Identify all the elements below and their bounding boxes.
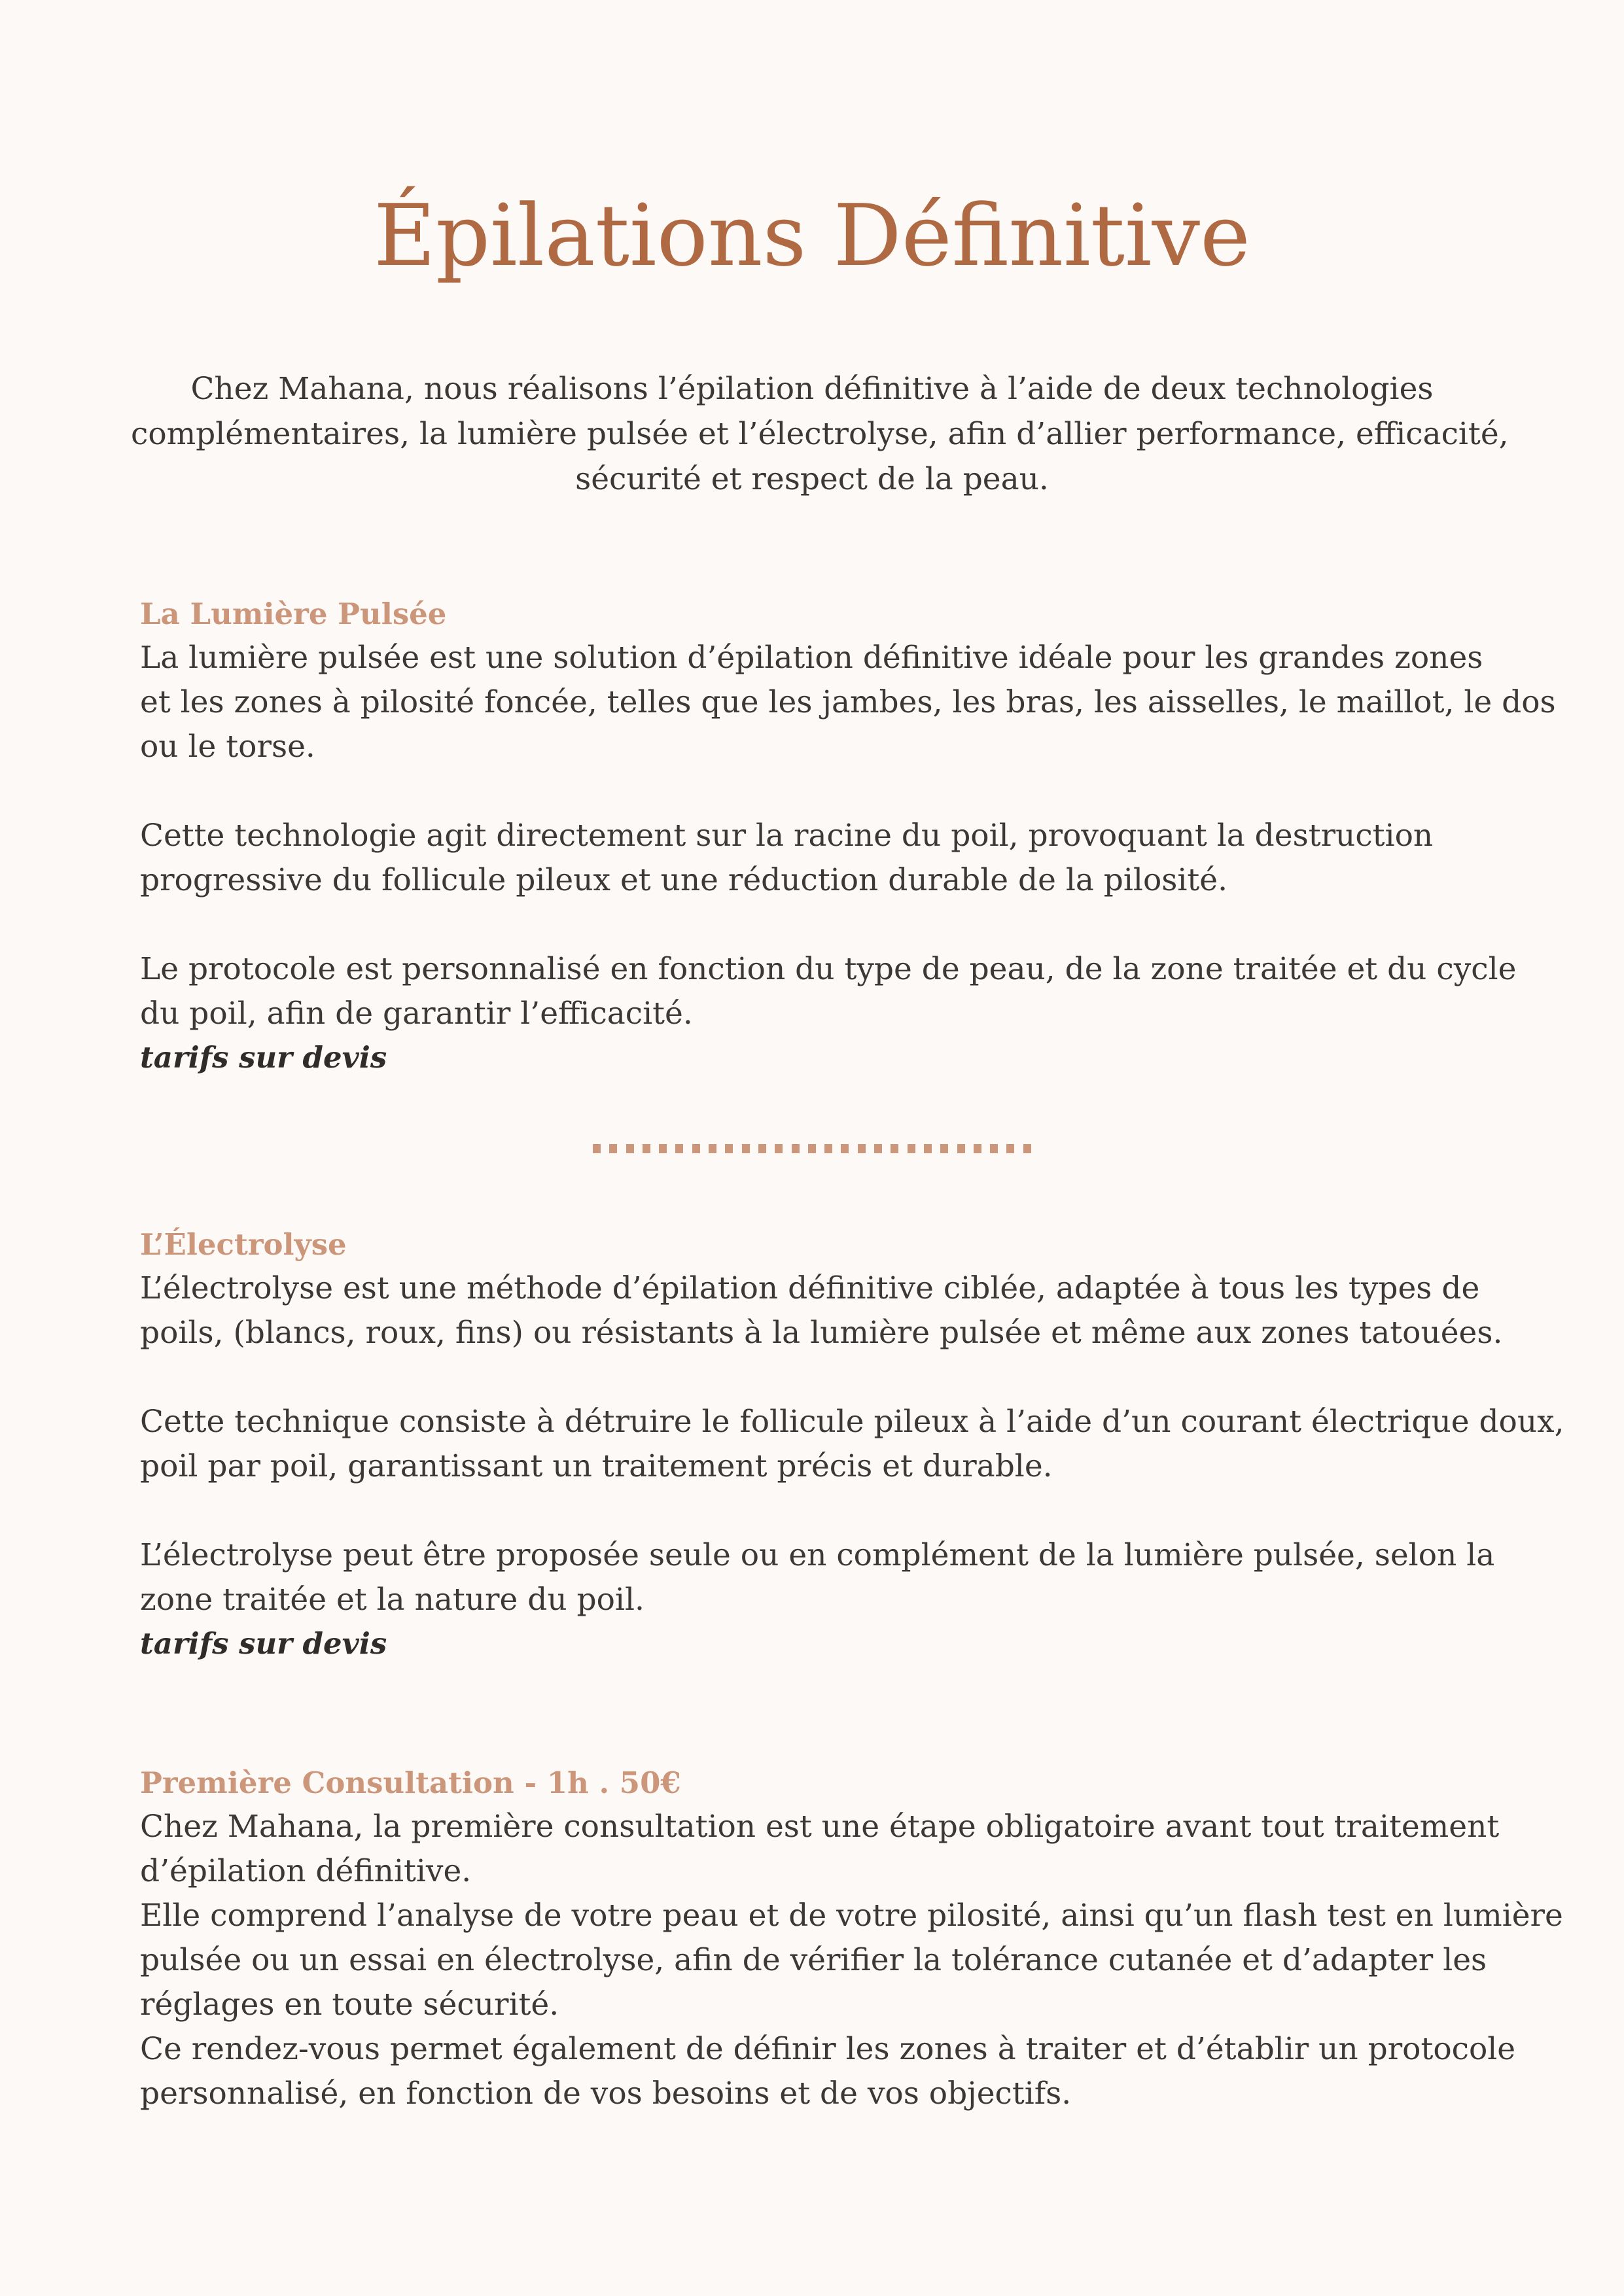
text-line: La lumière pulsée est une solution d’épilation définitive idéale pour les grandes zones xyxy=(140,640,1483,676)
intro-line: Chez Mahana, nous réalisons l’épilation définitive à l’aide de deux technologies xyxy=(190,371,1434,407)
text-line: Le protocole est personnalisé en fonction du type de peau, de la zone traitée et du cycle xyxy=(140,951,1517,987)
text-line: pulsée ou un essai en électrolyse, afin de vérifier la tolérance cutanée et d’adapter les xyxy=(140,1942,1487,1978)
text-line: d’épilation définitive. xyxy=(140,1853,472,1889)
text-line: réglages en toute sécurité. xyxy=(140,1987,559,2023)
text-line: Cette technique consiste à détruire le follicule pileux à l’aide d’un courant électrique doux, xyxy=(140,1404,1564,1440)
text-line: personnalisé, en fonction de vos besoins et de vos objectifs. xyxy=(140,2076,1072,2112)
electrolyse-paragraph-1 xyxy=(140,1266,1514,1355)
text-line: poil par poil, garantissant un traitement précis et durable. xyxy=(140,1448,1053,1484)
section-premiere-consultation xyxy=(140,1762,1563,2116)
page-title: Épilations Définitive xyxy=(374,186,1250,285)
intro-line: sécurité et respect de la peau. xyxy=(575,461,1049,497)
section-lumiere-pulsee xyxy=(140,593,1556,1079)
dotted-divider xyxy=(593,1144,1031,1153)
text-line: zone traitée et la nature du poil. xyxy=(140,1582,644,1618)
text-line: L’électrolyse est une méthode d’épilation définitive ciblée, adaptée à tous les types de xyxy=(140,1270,1480,1306)
text-line: ou le torse. xyxy=(140,729,315,765)
consultation-paragraph xyxy=(140,1805,1563,2116)
section-heading-electrolyse: L’Électrolyse xyxy=(140,1227,347,1262)
electrolyse-price: tarifs sur devis xyxy=(140,1626,387,1661)
section-electrolyse xyxy=(140,1223,1564,1665)
text-line: Elle comprend l’analyse de votre peau et de votre pilosité, ainsi qu’un flash test en lumière xyxy=(140,1898,1563,1934)
text-line: et les zones à pilosité foncée, telles que les jambes, les bras, les aisselles, le maillot, le dos xyxy=(140,684,1556,720)
text-line: progressive du follicule pileux et une réduction durable de la pilosité. xyxy=(140,862,1228,898)
text-line: Chez Mahana, la première consultation est une étape obligatoire avant tout traitement xyxy=(140,1809,1500,1845)
text-line: du poil, afin de garantir l’efficacité. xyxy=(140,996,693,1032)
intro-paragraph xyxy=(131,366,1509,502)
text-line: L’électrolyse peut être proposée seule ou en complément de la lumière pulsée, selon la xyxy=(140,1537,1495,1573)
text-line: poils, (blancs, roux, fins) ou résistants à la lumière pulsée et même aux zones tatouées. xyxy=(140,1315,1503,1351)
lumiere-price: tarifs sur devis xyxy=(140,1040,387,1075)
electrolyse-paragraph-3 xyxy=(140,1533,1514,1622)
electrolyse-paragraph-2 xyxy=(140,1400,1564,1489)
section-heading-consultation: Première Consultation - 1h . 50€ xyxy=(140,1765,681,1800)
section-heading-lumiere: La Lumière Pulsée xyxy=(140,597,447,631)
intro-line: complémentaires, la lumière pulsée et l’électrolyse, afin d’allier performance, efficacité, xyxy=(131,416,1509,452)
text-line: Ce rendez-vous permet également de définir les zones à traiter et d’établir un protocole xyxy=(140,2031,1516,2067)
lumiere-paragraph-2 xyxy=(140,814,1514,903)
text-line: Cette technologie agit directement sur la racine du poil, provoquant la destruction xyxy=(140,818,1434,854)
lumiere-paragraph-1 xyxy=(140,636,1556,769)
lumiere-paragraph-3 xyxy=(140,947,1517,1036)
